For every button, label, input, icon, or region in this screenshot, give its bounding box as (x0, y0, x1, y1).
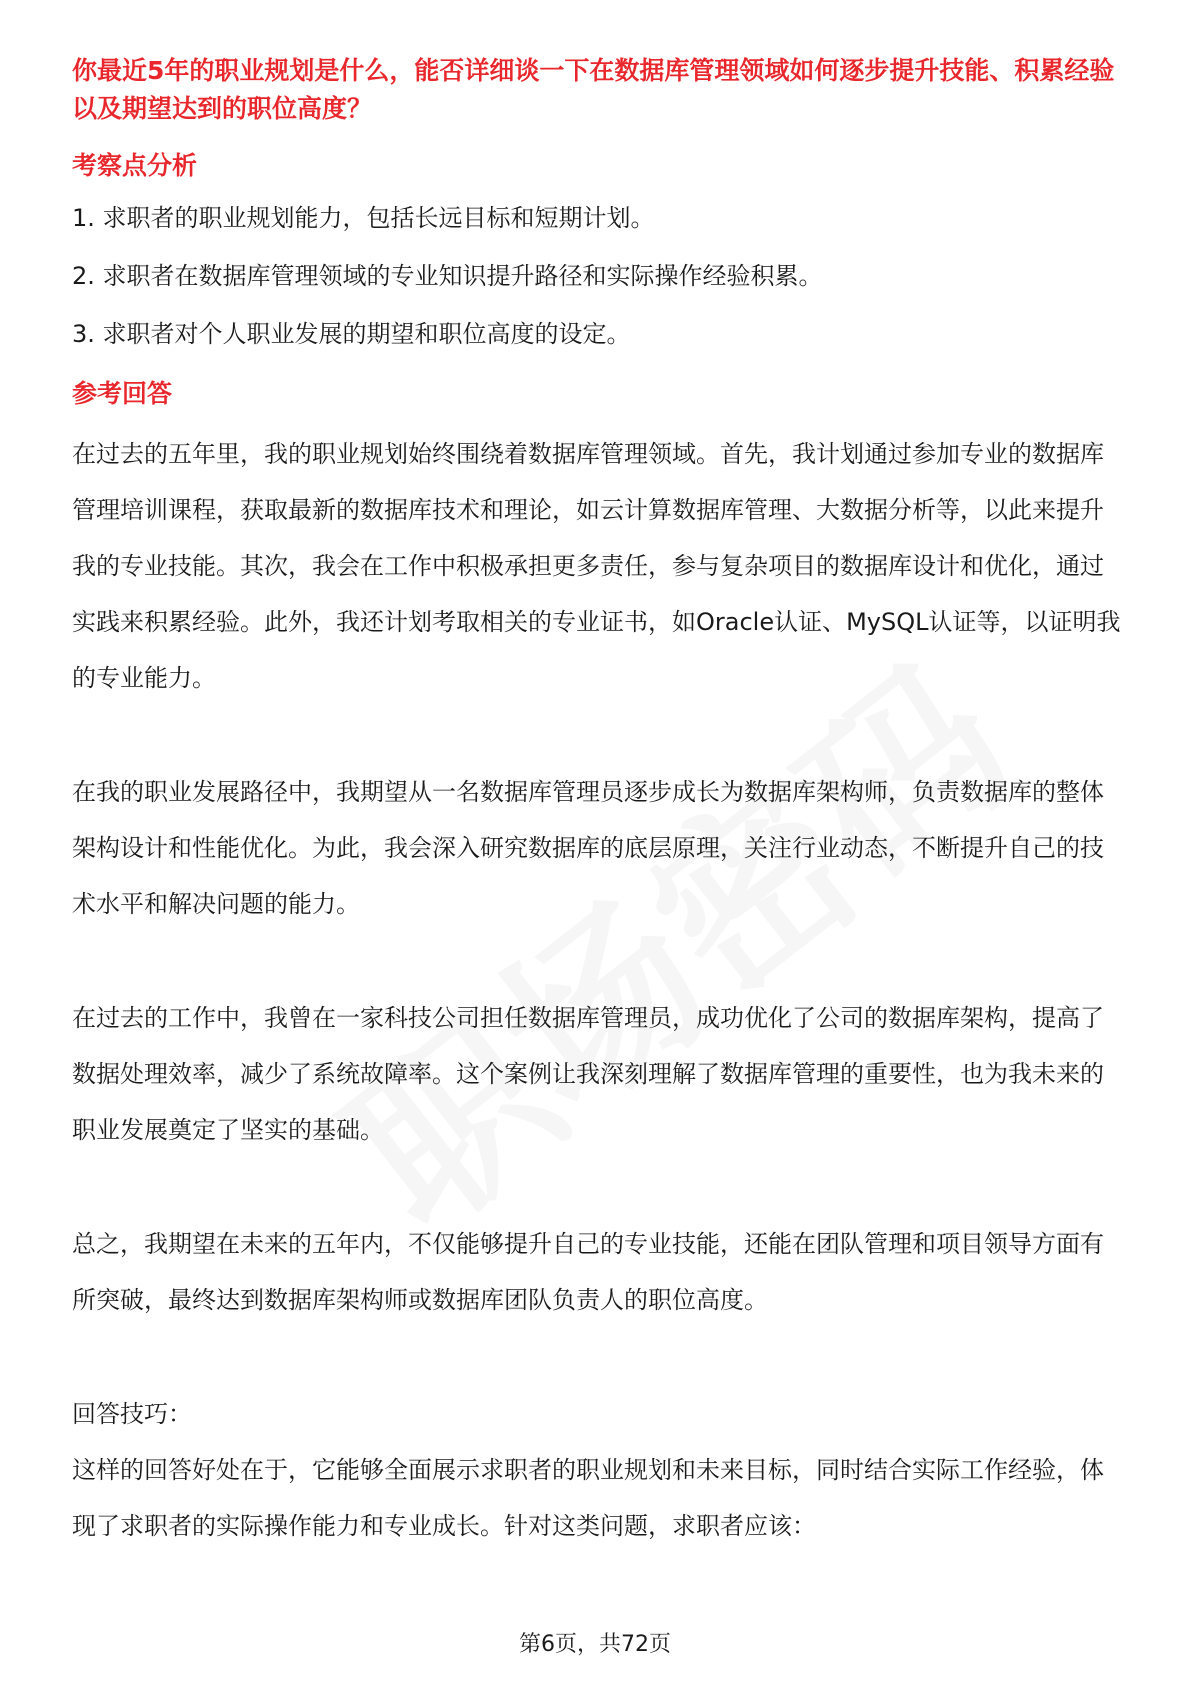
analysis-item: 2. 求职者在数据库管理领域的专业知识提升路径和实际操作经验积累。 (72, 262, 823, 290)
answer-paragraph: 在我的职业发展路径中，我期望从一名数据库管理员逐步成长为数据库架构师，负责数据库的整体架构设计和性能优化。为此，我会深入研究数据库的底层原理，关注行业动态，不断提升自己的技术水平和解决问题的能力。 (72, 778, 1104, 918)
tips-paragraph: 这样的回答好处在于，它能够全面展示求职者的职业规划和未来目标，同时结合实际工作经验，体现了求职者的实际操作能力和专业成长。针对这类问题，求职者应该： (72, 1456, 1104, 1540)
page-number: 第6页，共72页 (519, 1632, 671, 1657)
tips-label: 回答技巧： (72, 1400, 192, 1428)
analysis-heading: 考察点分析 (72, 151, 198, 180)
answer-paragraph: 总之，我期望在未来的五年内，不仅能够提升自己的专业技能，还能在团队管理和项目领导方面有所突破，最终达到数据库架构师或数据库团队负责人的职位高度。 (72, 1230, 1104, 1314)
answer-paragraph: 在过去的五年里，我的职业规划始终围绕着数据库管理领域。首先，我计划通过参加专业的数据库管理培训课程，获取最新的数据库技术和理论，如云计算数据库管理、大数据分析等，以此来提升我的专业技能。其次，我会在工作中积极承担更多责任，参与复杂项目的数据库设计和优化，通过实践来积累经验。此外，我还计划考取相关的专业证书，如Oracle认证、MySQL认证等，以证明我的专业能力。 (72, 440, 1121, 692)
analysis-item: 3. 求职者对个人职业发展的期望和职位高度的设定。 (72, 320, 631, 348)
analysis-item: 1. 求职者的职业规划能力，包括长远目标和短期计划。 (72, 204, 655, 232)
answer-paragraph: 在过去的工作中，我曾在一家科技公司担任数据库管理员，成功优化了公司的数据库架构，提高了数据处理效率，减少了系统故障率。这个案例让我深刻理解了数据库管理的重要性，也为我未来的职业发展奠定了坚实的基础。 (72, 1004, 1104, 1144)
document-page (72, 52, 1122, 1554)
answer-heading: 参考回答 (72, 379, 173, 408)
question-title: 你最近5年的职业规划是什么，能否详细谈一下在数据库管理领域如何逐步提升技能、积累经验以及期望达到的职位高度？ (72, 56, 1115, 123)
